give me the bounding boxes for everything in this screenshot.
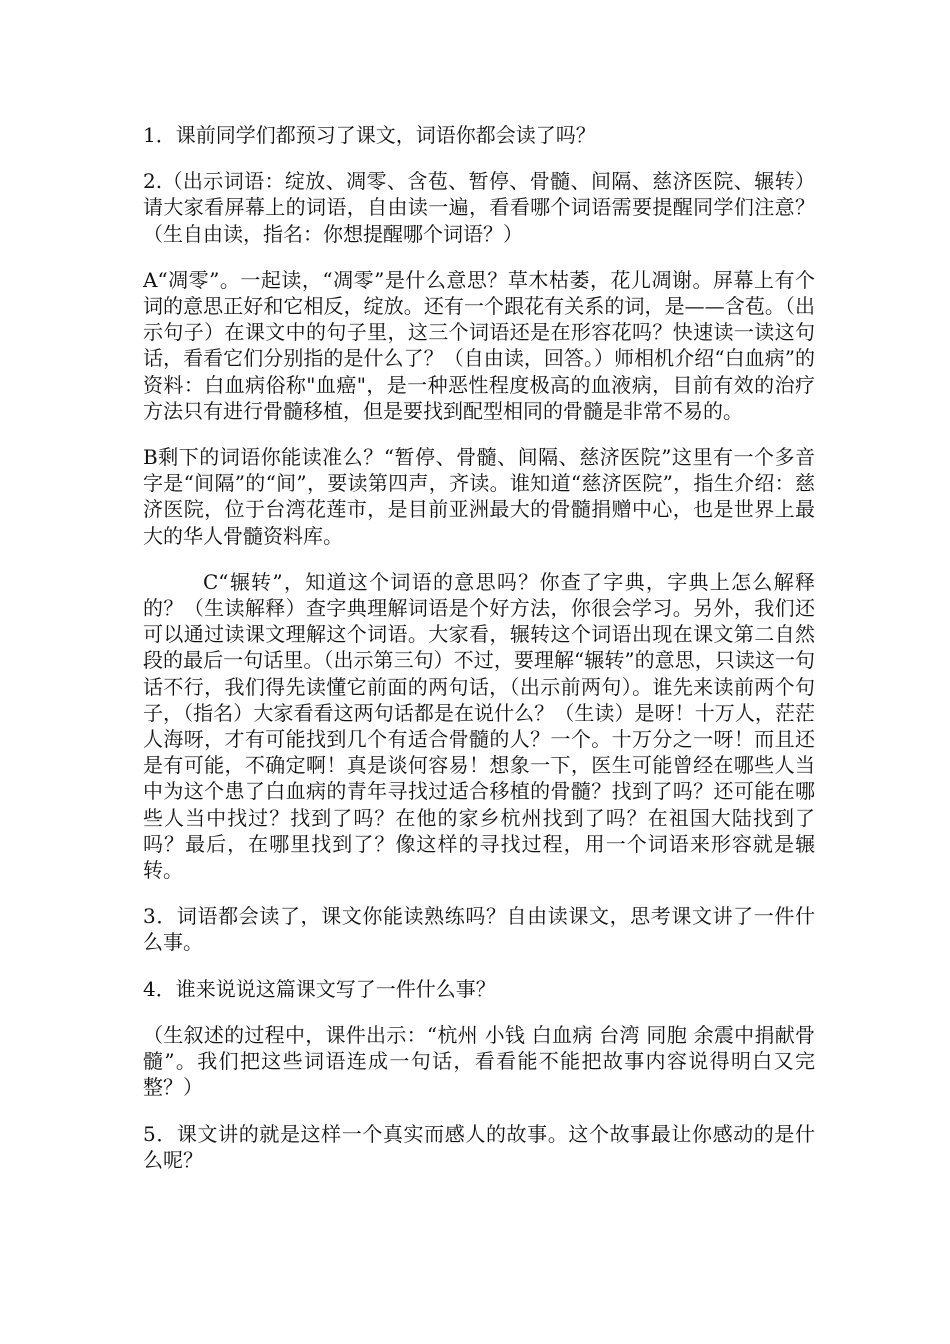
- paragraph-5: C“辗转”，知道这个词语的意思吗？你查了字典，字典上怎么解释的？（生读解释）查字典理解词语是个好方法，你很会学习。另外，我们还可以通过读课文理解这个词语。大家看，辗转这个词语出现在课文第二自然段的最后一句话里。（出示第三句）不过，要理解“辗转”的意思，只读这一句话不行，我们得先读懂它前面的两句话，（出示前两句）。谁先来读前两个句子，（指名）大家看看这两句话都是在说什么？（生读）是呀！十万人，茫茫人海呀，才有可能找到几个有适合骨髓的人？一个。十万分之一呀！而且还是有可能，不确定啊！真是谈何容易！想象一下，医生可能曾经在哪些人当中为这个患了白血病的青年寻找过适合移植的骨髓？找到了吗？还可能在哪些人当中找过？找到了吗？在他的家乡杭州找到了吗？在祖国大陆找到了吗？最后，在哪里找到了？像这样的寻找过程，用一个词语来形容就是辗转。: [143, 569, 815, 883]
- document-body: [143, 122, 815, 1193]
- paragraph-4: B剩下的词语你能读准么？“暂停、骨髓、间隔、慈济医院”这里有一个多音字是“间隔”的“间”，要读第四声，齐读。谁知道“慈济医院”，指生介绍：慈济医院，位于台湾花莲市，是目前亚洲最大的骨髓捐赠中心，也是世界上最大的华人骨髓资料库。: [143, 445, 815, 548]
- paragraph-1: 1．课前同学们都预习了课文，词语你都会读了吗？: [143, 123, 596, 147]
- paragraph-7: 4．谁来说说这篇课文写了一件什么事？: [143, 976, 496, 1001]
- paragraph-2: 2.（出示词语：绽放、凋零、含苞、暂停、骨髓、间隔、慈济医院、辗转）请大家看屏幕上的词语，自由读一遍，看看哪个词语需要提醒同学们注意？（生自由读，指名：你想提醒哪个词语？）: [143, 169, 815, 246]
- paragraph-8: （生叙述的过程中，课件出示：“杭州 小钱 白血病 台湾 同胞 余震中捐献骨髓”。我们把这些词语连成一句话，看看能不能把故事内容说得明白又完整？）: [143, 1022, 815, 1100]
- paragraph-6: 3．词语都会读了，课文你能读熟练吗？自由读课文，思考课文讲了一件什么事。: [143, 904, 815, 955]
- paragraph-3: A“凋零”。一起读，“凋零”是什么意思？草木枯萎，花儿凋谢。屏幕上有个词的意思正好和它相反，绽放。还有一个跟花有关系的词，是——含苞。（出示句子）在课文中的句子里，这三个词语还是在形容花吗？快速读一读这句话，看看它们分别指的是什么了？（自由读，回答。）师相机介绍“白血病”的资料：白血病俗称"血癌"，是一种恶性程度极高的血液病，目前有效的治疗方法只有进行骨髓移植，但是要找到配型相同的骨髓是非常不易的。: [143, 267, 815, 423]
- paragraph-9: 5．课文讲的就是这样一个真实而感人的故事。这个故事最让你感动的是什么呢？: [143, 1121, 815, 1172]
